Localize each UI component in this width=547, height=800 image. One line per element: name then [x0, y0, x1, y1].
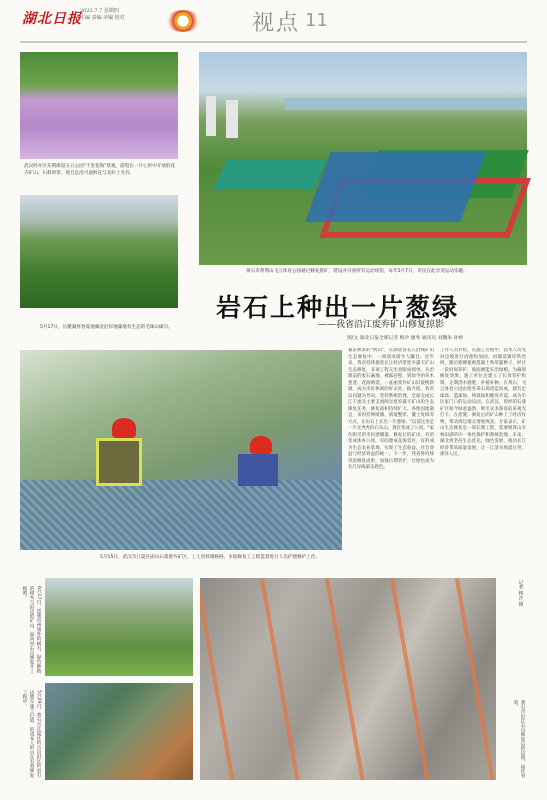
- caption-flowers: 武汉经开区东荆街道五五公园"千里花海"景观，游逛在一片心形中开放的花卉矿山。石料时常。现旦是沿可观鲜花与美好上光有。: [24, 164, 176, 176]
- masthead-date: [80, 8, 125, 22]
- photo-cliff-workers: [45, 683, 193, 780]
- caption-workers: 5月15日，武汉市江夏区庙山石漆废弃矿区，工人用铁锹格网，市政修复工工程监督进行人员护理修护工作。: [100, 555, 321, 560]
- photo-flower-field: [20, 52, 178, 159]
- editor-line: 主编 责编 美编 校对: [80, 15, 125, 21]
- photo-field-detail: [213, 160, 327, 190]
- section-title: 视点: [252, 11, 301, 36]
- caption-lake: 5月17日，岳麓湖将春夏地湖北沿岸地湖地有生态的毛珠山碳川。: [40, 325, 173, 330]
- photo-helmet-detail: [112, 418, 136, 438]
- photo-mesh-detail: [20, 480, 342, 550]
- caption-terrace: 6月17日，恩施市州场外的树石，绿色种植的树木与沿边的矿山，面向由石山修复开工植被。: [22, 586, 41, 674]
- article-body-column: 工作人员介绍，在施工过程中，技术人员先对边坡进行清理和加固，再铺设镀锌铁丝网，随后喷播植被混凝土和草灌种子，经过一段时间养护，坡面便能长出绿植。为确保修复效果，施工单位还建立了长效管护机制，定期浇水施肥、补植补种。在黄石，飞云体育公园由废弃采石场改造而成，建有足球场、篮球场、网球场和健身步道，成为市民家门口的运动乐园。在武汉，曾经的石漆矿区如今绿意盎然，吸引众多游客前来观光打卡。在恩施，修复后的矿山种上了经济作物，带动周边群众增收致富。专家表示，矿山生态修复是一项长期工程，需要统筹山水林田湖草沙一体化保护和系统治理。未来，湖北将坚持生态优先、绿色发展，推动长江经济带高质量发展，让一江清水绵延后世、惠泽人民。: [440, 348, 526, 457]
- photo-wall-detail: [200, 578, 496, 780]
- photo-tower-detail: [226, 100, 238, 138]
- photo-lake-mountain: [20, 195, 178, 308]
- photo-credit: 记者 梅沙 摄: [518, 580, 523, 606]
- article-subhead: ——我省沿江废弃矿山修复掠影: [318, 320, 445, 330]
- photo-tower-detail: [206, 96, 216, 136]
- photo-river-detail: [285, 98, 527, 110]
- article-byline: 图/文 湖北日报全媒记者 梅沙 廖秀 通讯员 刘魏朱 孙婷: [347, 336, 464, 341]
- photo-worker-detail: [96, 438, 142, 486]
- header-divider: [20, 41, 527, 43]
- caption-stadium: 黄石市黄荆山飞云体育公园通过修复废矿，建设并开放所有运动场馆，每年5月7日，市民在此享受运动乐趣。: [246, 269, 468, 274]
- masthead-logo: 湖北日报: [22, 11, 82, 27]
- photo-worker-detail: [238, 454, 278, 486]
- article-body-column: 暮去秋来的"两山"，在湖北省长江沿线矿山生态修复中，一项项成绩令人瞩目。近年来，我省持续推进长江经济带废弃露天矿山生态修复，多项工程交出亮眼成绩单。从治理前的废石遍地、裸露岩壁，到如今的草木葱茏、花海绵延，一座座废弃矿山旧貌换新颜，成为市民休闲的好去处。据介绍，我省以问题为导向，坚持系统治理，全面完成长江干流及主要支流两岸废弃露天矿山的生态修复任务，修复面积持续扩大。各地因地制宜，采用挂网喷播、削坡整形、覆土复绿等方式，让岩石上长出一片葱绿。"以前这里是一片光秃秃的石头山，现在变成了公园。"家住附近的市民感慨道。修复后的矿山，有的变成体育公园，有的建成花海景区，有的成为生态农业基地，实现了生态效益、社会效益与经济效益的统一。下一步，我省将持续巩固修复成果，加强后期管护，让绿色成为长江岸线最美底色。: [348, 348, 434, 470]
- article-headline: 岩石上种出一片葱绿: [216, 293, 460, 322]
- caption-cliff: 5月29日，黄石市江夏区的古山旧区的岩石边坡在施工打造，的成本人的山在有效修复工程中。: [22, 690, 41, 778]
- photo-terrace-field: [45, 578, 193, 676]
- date-line: 2022.7.7 星期四: [80, 8, 119, 14]
- page-number: 11: [305, 10, 328, 31]
- photo-helmet-detail: [250, 436, 272, 454]
- photo-court-detail: [305, 152, 485, 222]
- caption-wall: 黄石市沿江石山修复后的边坡，绿化有效。: [513, 700, 525, 779]
- masthead-emblem-icon: [165, 10, 201, 32]
